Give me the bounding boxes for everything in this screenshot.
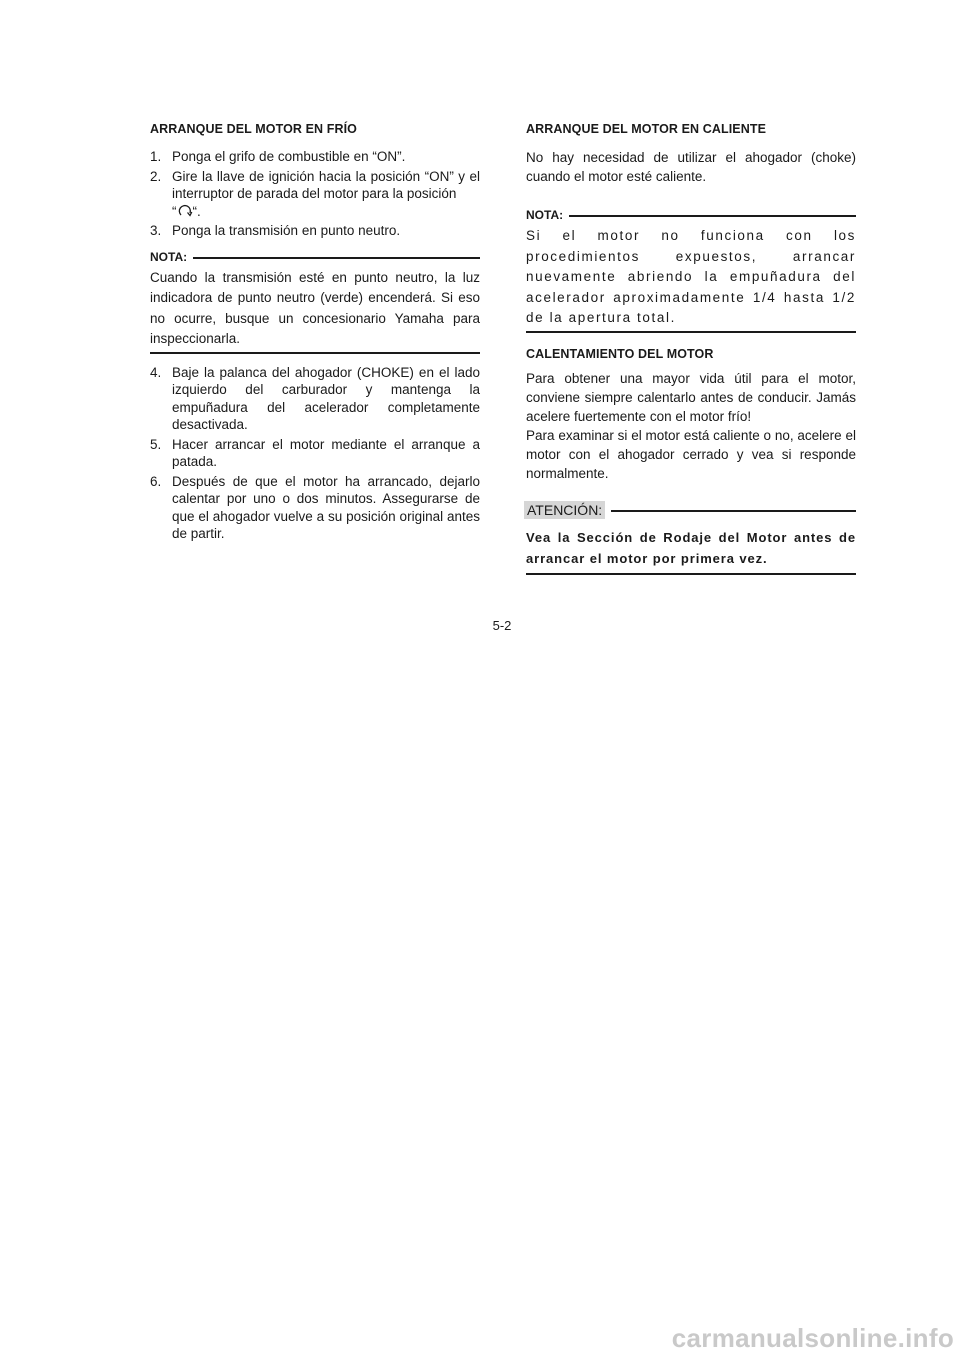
- step-number: 3.: [150, 223, 162, 238]
- watermark: carmanualsonline.info: [671, 1323, 954, 1353]
- page-number: 5-2: [492, 618, 512, 633]
- divider: [611, 510, 856, 512]
- warm-up-paragraph-2: Para examinar si el motor está caliente o no, acelere el motor con el ahogador cerrado y vea si responde normalmente.: [526, 427, 856, 481]
- warm-start-heading: ARRANQUE DEL MOTOR EN CALIENTE: [526, 122, 767, 136]
- step-text: Ponga el grifo de combustible en “ON”.: [172, 149, 406, 164]
- step-number: 6.: [150, 473, 162, 489]
- step-number: 1.: [150, 149, 162, 164]
- list-item: [150, 148, 480, 166]
- step-text: Gire la llave de ignición hacia la posición “ON” y el interruptor de parada del motor para la posición: [172, 168, 480, 201]
- right-column: [526, 122, 856, 575]
- step-text: Después de que el motor ha arrancado, dejarlo calentar por uno o dos minutos. Assegurarse de que el ahogador vuelve a su posición original antes de partir.: [172, 473, 480, 541]
- caution-text: Vea la Sección de Rodaje del Motor antes de arrancar el motor por primera vez.: [526, 527, 856, 575]
- note-block: [526, 208, 856, 333]
- list-item: [150, 222, 480, 240]
- quote-close: “.: [192, 203, 201, 219]
- warm-start-intro: No hay necesidad de utilizar el ahogador (choke) cuando el motor esté caliente.: [526, 150, 856, 184]
- step-text: Hacer arrancar el motor mediante el arranque a patada.: [172, 436, 480, 469]
- cold-start-heading: ARRANQUE DEL MOTOR EN FRÍO: [150, 122, 358, 136]
- warm-up-paragraph-1: Para obtener una mayor vida útil para el motor, conviene siempre calentarlo antes de conducir. Jamás acelere fuertemente con el motor frío!: [526, 370, 856, 424]
- list-item: [150, 473, 480, 543]
- list-item: [150, 364, 480, 434]
- step-number: 4.: [150, 364, 162, 380]
- list-item: [150, 436, 480, 471]
- note-text: Cuando la transmisión esté en punto neutro, la luz indicadora de punto neutro (verde) encenderá. Si eso no ocurre, busque un concesionario Yamaha para inspeccionarla.: [150, 268, 480, 354]
- note-block: [150, 250, 480, 354]
- quote-open: “: [172, 203, 177, 219]
- cold-start-steps-b: [150, 364, 480, 543]
- divider: [569, 215, 856, 217]
- caution-label: ATENCIÓN:: [524, 501, 605, 519]
- engine-run-symbol-icon: [177, 204, 193, 218]
- step-text: Ponga la transmisión en punto neutro.: [172, 223, 401, 238]
- step-text: Baje la palanca del ahogador (CHOKE) en el lado izquierdo del carburador y mantenga la empuñadura del acelerador completamente desactivada.: [172, 364, 480, 432]
- step-number: 2.: [150, 168, 162, 184]
- note-header: [526, 208, 856, 222]
- cold-start-steps-a: [150, 148, 480, 240]
- divider: [193, 257, 480, 259]
- list-item: [150, 168, 480, 221]
- warm-up-heading: CALENTAMIENTO DEL MOTOR: [526, 346, 714, 361]
- note-label: NOTA:: [150, 249, 188, 264]
- note-text: Si el motor no funciona con los procedimientos expuestos, arrancar nuevamente abriendo la empuñadura del acelerador aproximadamente 1/4 hasta 1/2 de la apertura total.: [526, 226, 856, 333]
- caution-block: [526, 501, 856, 575]
- note-label: NOTA:: [526, 208, 564, 222]
- caution-header: [526, 501, 856, 519]
- note-header: [150, 250, 480, 264]
- step-number: 5.: [150, 436, 162, 452]
- left-column: [150, 122, 480, 545]
